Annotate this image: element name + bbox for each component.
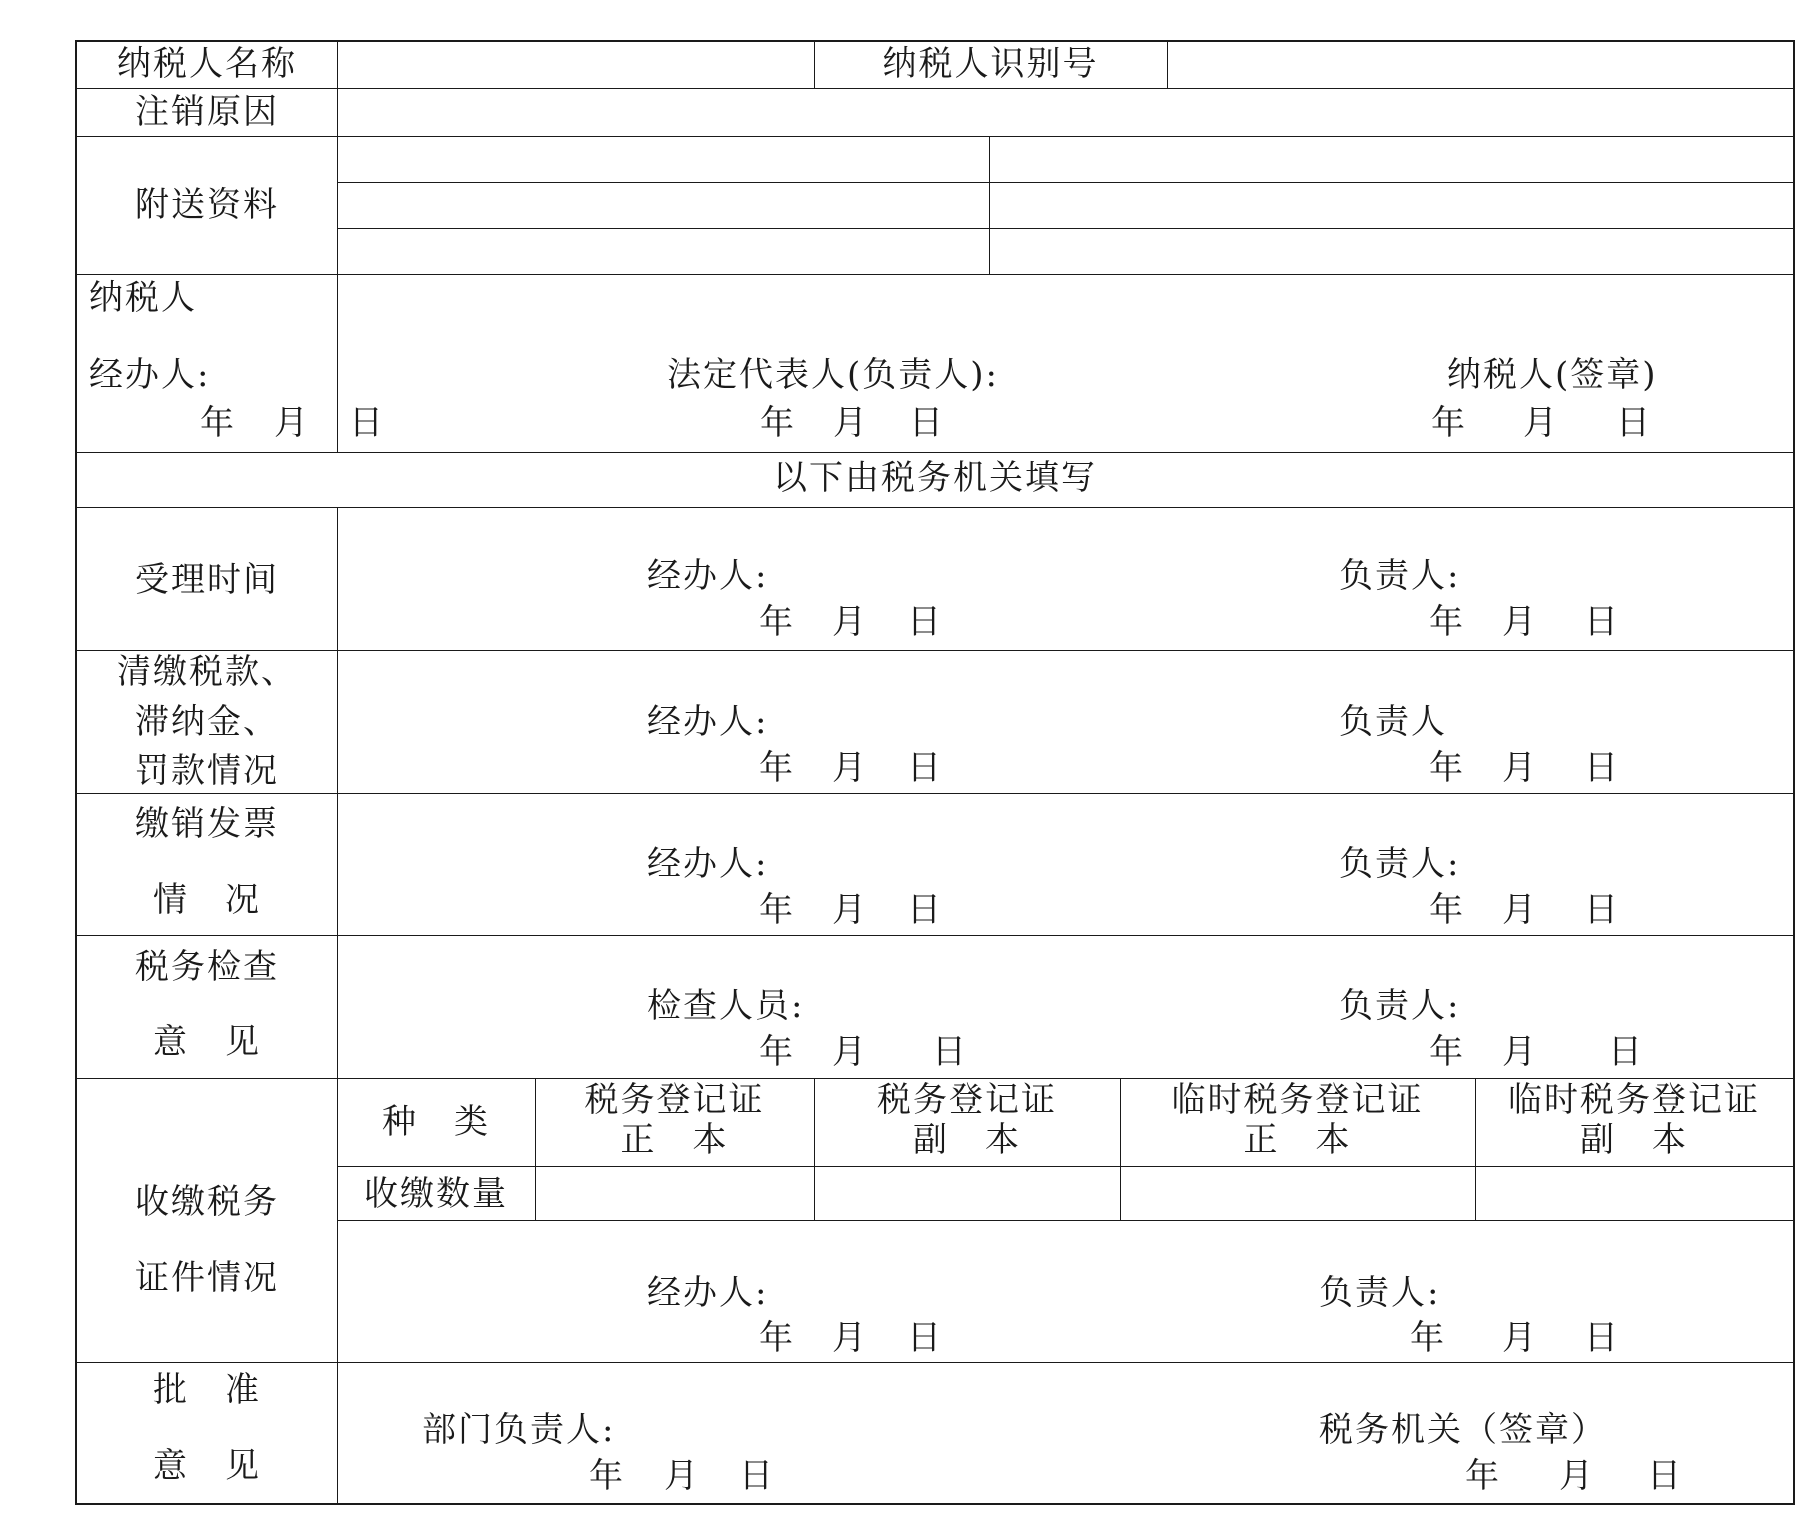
date-day: 日 [932,1032,968,1072]
date-month: 月 [664,1456,700,1496]
rule [1167,42,1168,88]
date-month: 月 [833,403,869,443]
date-year: 年 [759,602,795,642]
cert-type-name: 临时税务登记证 [1508,1080,1760,1120]
taxpayer-name-label: 纳税人名称 [117,44,297,84]
date-year: 年 [759,748,795,788]
invoice-agent-label: 经办人: [647,844,769,884]
reason-label: 注销原因 [135,92,279,132]
date-day: 日 [909,403,945,443]
attachments-label: 附送资料 [135,185,279,225]
cert-type-name: 税务登记证 [584,1080,765,1120]
rule [77,1362,1793,1363]
inspection-label-line: 税务检查 [135,947,279,987]
invoice-label-line: 情 况 [153,880,261,920]
date-day: 日 [1584,890,1620,930]
invoice-manager-label: 负责人: [1339,844,1461,884]
date-day: 日 [1584,748,1620,788]
date-month: 月 [274,403,310,443]
cert-type-name: 税务登记证 [877,1080,1057,1120]
rule [989,136,990,274]
certificates-label-line: 收缴税务 [135,1182,279,1222]
cert-type-name: 临时税务登记证 [1171,1080,1424,1120]
date-month: 月 [1502,1032,1538,1072]
rule [77,650,1793,651]
rule [77,507,1793,508]
cert-type-copy: 正 本 [620,1120,729,1160]
date-month: 月 [1502,748,1538,788]
date-day: 日 [907,890,943,930]
approval-label-line: 批 准 [153,1370,261,1410]
date-month: 月 [832,748,868,788]
clearance-label-line: 罚款情况 [135,751,279,791]
taxpayer-agent-label: 经办人: [89,355,211,395]
invoice-label-line: 缴销发票 [135,804,279,844]
approval-label-line: 意 见 [153,1446,261,1486]
date-day: 日 [907,1318,943,1358]
rule [77,136,1793,137]
date-year: 年 [1429,748,1465,788]
quantity-field[interactable] [537,1168,813,1219]
taxpayer-id-label: 纳税人识别号 [882,44,1099,84]
date-month: 月 [1559,1456,1595,1496]
date-day: 日 [1608,1032,1644,1072]
date-month: 月 [1502,1318,1538,1358]
tax-office-banner: 以下由税务机关填写 [773,458,1097,498]
date-month: 月 [1502,890,1538,930]
tax-office-seal-label: 税务机关（签章） [1319,1410,1607,1450]
rule [77,88,1793,89]
attachment-field[interactable] [339,230,987,273]
clearance-agent-label: 经办人: [647,702,769,742]
cert-type-copy: 正 本 [1243,1120,1352,1160]
cert-type-copy: 副 本 [1580,1120,1688,1160]
quantity-field[interactable] [1477,1168,1791,1219]
rule [337,42,338,452]
date-day: 日 [1647,1456,1683,1496]
quantity-field[interactable] [816,1168,1119,1219]
kind-label: 种 类 [382,1102,490,1142]
date-year: 年 [759,890,795,930]
acceptance-manager-label: 负责人: [1339,556,1461,596]
date-month: 月 [1523,403,1559,443]
clearance-label-line: 清缴税款、 [117,652,297,692]
date-month: 月 [1502,602,1538,642]
rule [77,274,1793,275]
date-year: 年 [760,403,796,443]
date-year: 年 [1429,1032,1465,1072]
taxpayer-section-label: 纳税人 [89,278,197,318]
rule [77,1078,1793,1079]
rule [337,1166,1793,1167]
attachment-field[interactable] [991,184,1791,227]
deregistration-form [75,40,1795,1505]
rule [337,182,1793,183]
date-month: 月 [832,602,868,642]
acceptance-label: 受理时间 [135,560,279,600]
inspector-label: 检查人员: [647,986,805,1026]
rule [77,452,1793,453]
rule [77,935,1793,936]
date-year: 年 [1465,1456,1501,1496]
date-day: 日 [907,602,943,642]
quantity-field[interactable] [1122,1168,1474,1219]
date-year: 年 [1410,1318,1446,1358]
date-day: 日 [349,403,385,443]
date-day: 日 [1584,602,1620,642]
attachment-field[interactable] [991,138,1791,181]
clearance-manager-label: 负责人 [1339,702,1447,742]
inspection-label-line: 意 见 [153,1022,261,1062]
date-year: 年 [200,403,236,443]
taxpayer-id-field[interactable] [1169,42,1791,87]
date-day: 日 [1616,403,1652,443]
rule [337,1220,1793,1221]
date-year: 年 [1431,403,1467,443]
date-month: 月 [832,1318,868,1358]
rule [337,507,338,1503]
date-day: 日 [739,1456,775,1496]
date-year: 年 [589,1456,625,1496]
certificates-label-line: 证件情况 [135,1258,279,1298]
date-month: 月 [832,890,868,930]
quantity-label: 收缴数量 [364,1174,508,1214]
date-month: 月 [832,1032,868,1072]
dept-head-label: 部门负责人: [422,1410,616,1450]
attachment-field[interactable] [991,230,1791,273]
certificates-agent-label: 经办人: [647,1273,769,1313]
acceptance-agent-label: 经办人: [647,556,769,596]
date-year: 年 [759,1318,795,1358]
date-day: 日 [1584,1318,1620,1358]
date-year: 年 [759,1032,795,1072]
attachment-field[interactable] [339,184,987,227]
attachment-field[interactable] [339,138,987,181]
date-year: 年 [1429,890,1465,930]
cert-type-copy: 副 本 [913,1120,1021,1160]
taxpayer-seal-label: 纳税人(签章) [1447,355,1658,395]
date-day: 日 [907,748,943,788]
certificates-manager-label: 负责人: [1319,1273,1441,1313]
legal-rep-label: 法定代表人(负责人): [667,355,999,395]
rule [77,793,1793,794]
inspection-manager-label: 负责人: [1339,986,1461,1026]
clearance-label-line: 滞纳金、 [135,702,279,742]
date-year: 年 [1429,602,1465,642]
deregistration-reason-field[interactable] [339,90,1791,135]
rule [337,228,1793,229]
taxpayer-name-field[interactable] [339,42,813,87]
